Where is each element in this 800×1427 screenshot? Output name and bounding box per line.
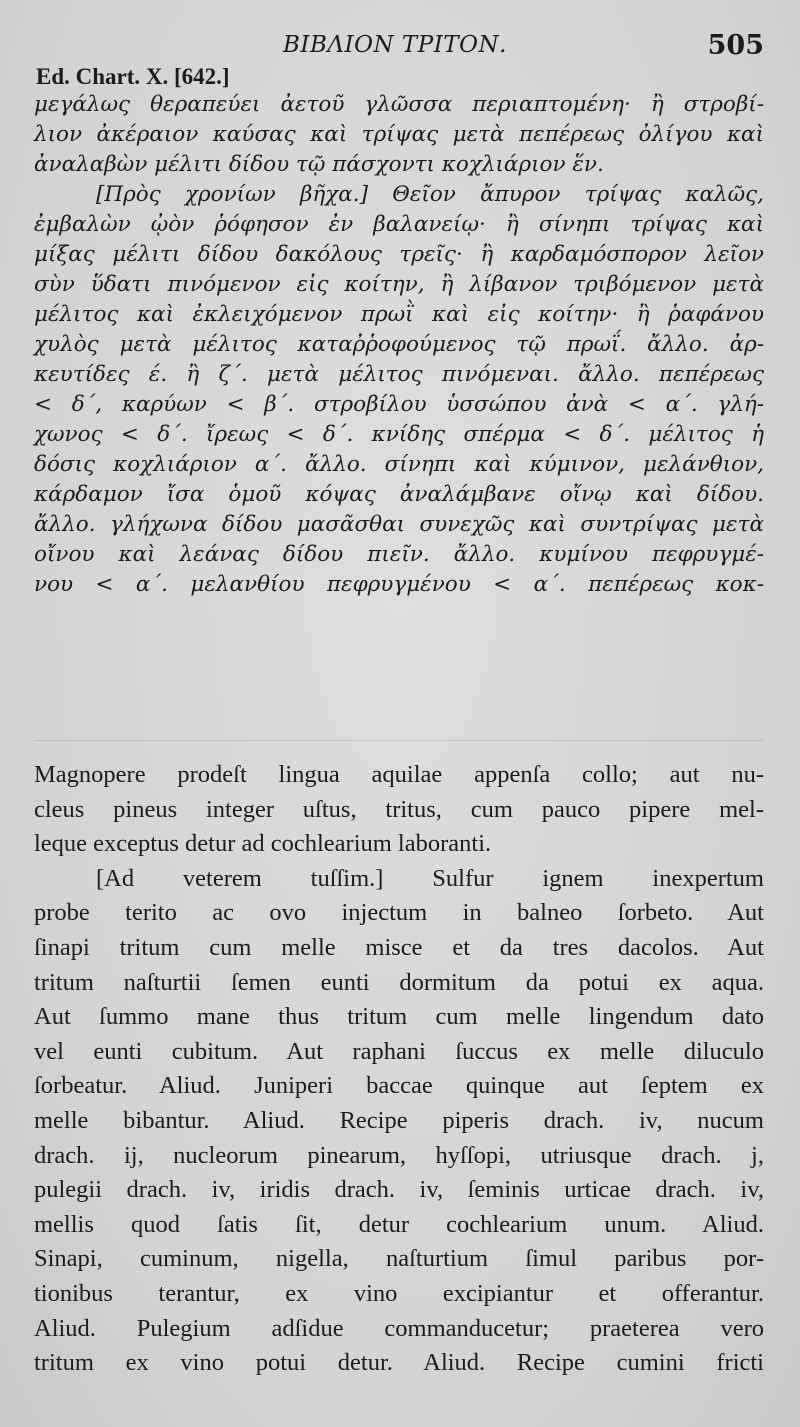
latin-line: drach. ij, nucleorum pinearum, hyſſopi, utriusque drach. j, [34, 1141, 764, 1169]
greek-line: χωνος < δ΄. ἴρεως < δ΄. κνίδης σπέρμα < δ΄. μέλιτος ἡ [34, 422, 764, 447]
greek-line: μίξας μέλιτι δίδου δακόλους τρεῖς· ἢ καρδαμόσπορον λεῖον [34, 242, 764, 267]
greek-line: ἄλλο. γλήχωνα δίδου μασᾶσθαι συνεχῶς καὶ συντρίψας μετὰ [34, 512, 764, 537]
page-number: 505 [707, 30, 764, 61]
latin-line: Sinapi, cuminum, nigella, naſturtium ſimul paribus por- [34, 1245, 764, 1273]
latin-line: tritum naſturtii ſemen eunti dormitum da potui ex aqua. [34, 968, 764, 996]
edition-reference: Ed. Chart. X. [642.] [36, 64, 230, 89]
greek-line: < δ΄, καρύων < β΄. στροβίλου ὑσσώπου ἀνὰ < α΄. γλή- [34, 392, 764, 417]
greek-line: ἀναλαβὼν μέλιτι δίδου τῷ πάσχοντι κοχλιάριον ἕν. [34, 152, 604, 177]
latin-text-block [34, 758, 764, 1381]
greek-line: ἐμβαλὼν ᾠὸν ῥόφησον ἐν βαλανείῳ· ἢ σίνηπι τρίψας καὶ [34, 212, 764, 237]
greek-line: λιον ἀκέραιον καύσας καὶ τρίψας μετὰ πεπέρεως ὀλίγου καὶ [34, 122, 764, 147]
greek-line: χυλὸς μετὰ μέλιτος καταῤῥοφούμενος τῷ πρωΐ. ἄλλο. ἀρ- [34, 332, 764, 357]
greek-line: μέλιτος καὶ ἐκλειχόμενον πρωῒ καὶ εἰς κοίτην· ἢ ῥαφάνου [34, 302, 764, 327]
section-divider [34, 740, 764, 741]
latin-line: melle bibantur. Aliud. Recipe piperis drach. iv, nucum [34, 1106, 764, 1134]
latin-line: cleus pineus integer uſtus, tritus, cum pauco pipere mel- [34, 795, 764, 823]
latin-line: probe terito ac ovo injectum in balneo ſorbeto. Aut [34, 899, 764, 927]
latin-line: leque exceptus detur ad cochlearium laboranti. [34, 830, 492, 858]
greek-line: σὺν ὕδατι πινόμενον εἰς κοίτην, ἢ λίβανον τριβόμενον μετὰ [34, 272, 764, 297]
page-header [0, 30, 800, 64]
running-title: BIBΛΙΟΝ ΤΡΙΤΟΝ. [283, 32, 507, 58]
latin-line: tionibus terantur, ex vino excipiantur et offerantur. [34, 1279, 764, 1307]
greek-text-block [34, 90, 764, 600]
greek-line: δόσις κοχλιάριον α΄. ἄλλο. σίνηπι καὶ κύμινον, μελάνθιον, [34, 452, 764, 477]
latin-line: ſinapi tritum cum melle misce et da tres dacolos. Aut [34, 933, 764, 961]
greek-line: μεγάλως θεραπεύει ἀετοῦ γλῶσσα περιαπτομένη· ἢ στροβί- [34, 92, 764, 117]
greek-line: [Πρὸς χρονίων βῆχα.] Θεῖον ἄπυρον τρίψας καλῶς, [96, 182, 764, 207]
greek-line: κάρδαμον ἴσα ὁμοῦ κόψας ἀναλάμβανε οἴνῳ καὶ δίδου. [34, 482, 764, 507]
latin-line: Magnopere prodeſt lingua aquilae appenſa collo; aut nu- [34, 761, 764, 788]
greek-line: κευτίδες έ. ἢ ζ΄. μετὰ μέλιτος πινόμεναι. ἄλλο. πεπέρεως [34, 362, 764, 387]
latin-line: mellis quod ſatis ſit, detur cochlearium unum. Aliud. [34, 1210, 764, 1238]
latin-line: ſorbeatur. Aliud. Juniperi baccae quinque aut ſeptem ex [34, 1072, 764, 1100]
latin-line: pulegii drach. iv, iridis drach. iv, ſeminis urticae drach. iv, [34, 1176, 764, 1204]
latin-line: Aut ſummo mane thus tritum cum melle lingendum dato [34, 1003, 764, 1031]
latin-line: tritum ex vino potui detur. Aliud. Recipe cumini fricti [34, 1349, 764, 1377]
greek-line: νου < α΄. μελανθίου πεφρυγμένου < α΄. πεπέρεως κοκ- [34, 572, 764, 597]
latin-line: vel eunti cubitum. Aut raphani ſuccus ex melle diluculo [34, 1037, 764, 1065]
latin-line: Aliud. Pulegium adſidue commanducetur; praeterea vero [34, 1314, 764, 1342]
latin-line: [Ad veterem tuſſim.] Sulfur ignem inexpertum [96, 864, 764, 892]
greek-line: οἴνου καὶ λεάνας δίδου πιεῖν. ἄλλο. κυμίνου πεφρυγμέ- [34, 542, 764, 567]
